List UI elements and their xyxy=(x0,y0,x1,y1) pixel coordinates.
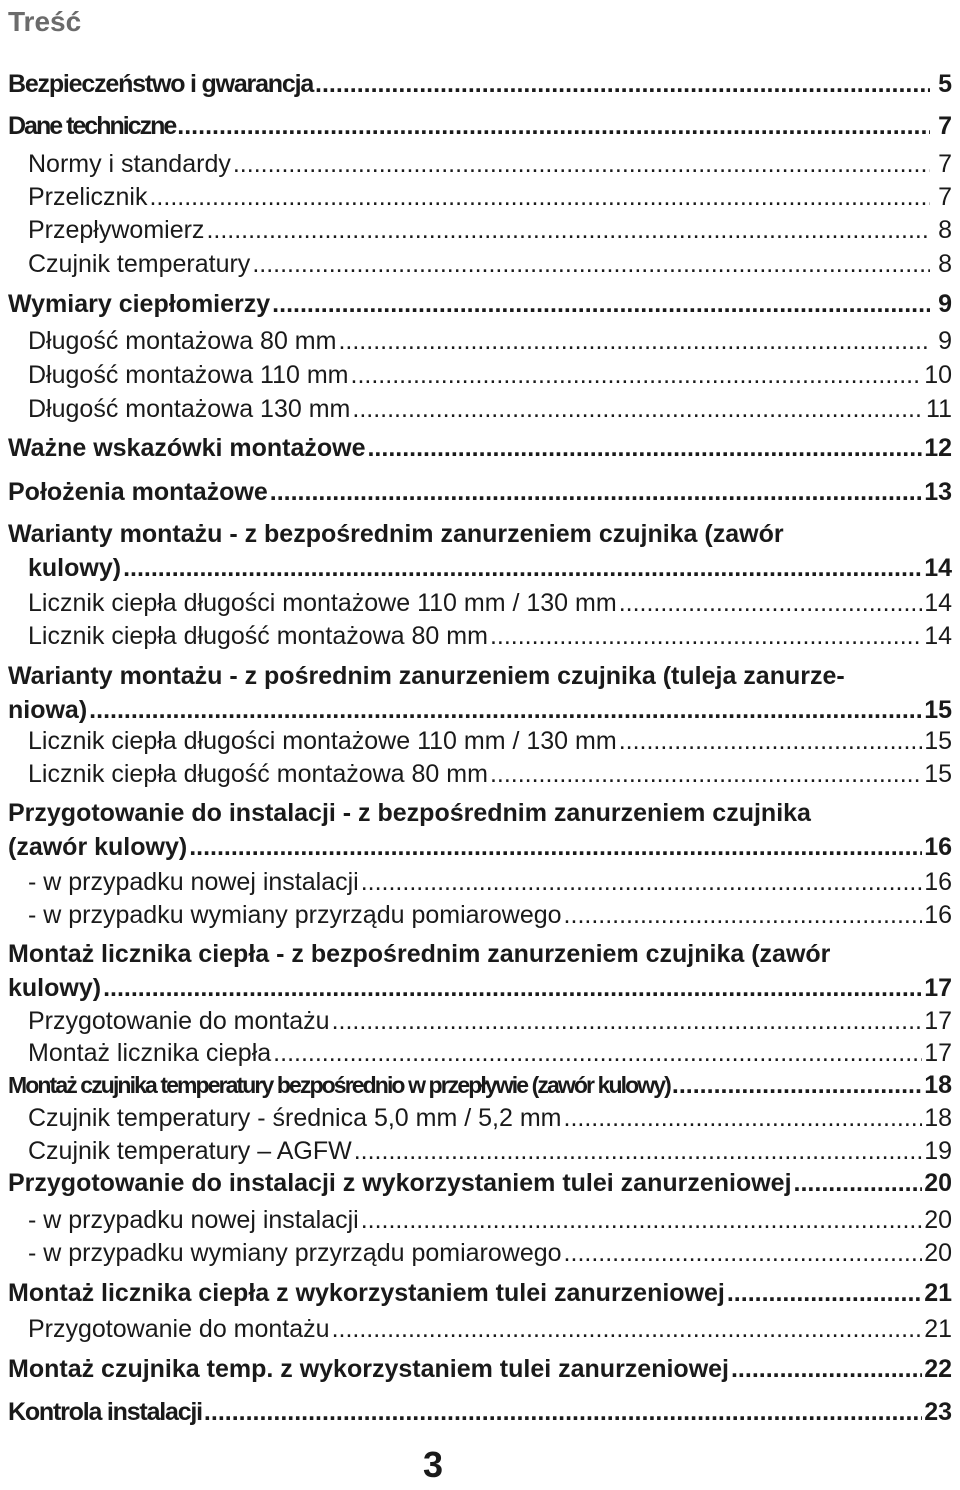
toc-entry[interactable] xyxy=(8,831,952,864)
toc-entry-page: 14 xyxy=(924,589,952,617)
toc-entry-label: - w przypadku wymiany przyrządu pomiarowego xyxy=(28,1239,562,1267)
toc-entry-page: 16 xyxy=(924,901,952,929)
toc-entry-label: Przygotowanie do instalacji z wykorzystaniem tulei zanurzeniowej xyxy=(8,1169,792,1197)
toc-entry-page: 20 xyxy=(924,1239,952,1267)
toc-entry[interactable] xyxy=(28,899,952,932)
toc-entry-line1: Warianty montażu - z bezpośrednim zanurzeniem czujnika (zawór xyxy=(8,520,784,548)
toc-entry-page: 7 xyxy=(938,112,952,140)
toc-entry[interactable] xyxy=(8,1167,952,1200)
toc-entry-label: Kontrola instalacji xyxy=(8,1398,202,1426)
toc-entry-page: 14 xyxy=(924,622,952,650)
toc-entry-label: Montaż licznika ciepła z wykorzystaniem tulei zanurzeniowej xyxy=(8,1279,725,1307)
toc-entry-page: 15 xyxy=(924,696,952,724)
toc-entry-page: 8 xyxy=(938,216,952,244)
toc-entry-page: 21 xyxy=(924,1279,952,1307)
toc-entry-page: 15 xyxy=(924,760,952,788)
page-title: Treść xyxy=(8,6,82,37)
toc-entry-page: 17 xyxy=(924,974,952,1002)
toc-entry[interactable] xyxy=(28,325,952,358)
toc-entry-label: (zawór kulowy) xyxy=(8,833,188,861)
toc-entry[interactable] xyxy=(8,694,952,727)
toc-entry-page: 9 xyxy=(938,290,952,318)
toc-entry[interactable] xyxy=(28,148,952,181)
toc-entry[interactable] xyxy=(28,1313,952,1346)
toc-entry-page: 10 xyxy=(924,361,952,389)
toc-entry-label: kulowy) xyxy=(8,974,102,1002)
toc-entry-label: Dane techniczne xyxy=(8,112,176,140)
toc-entry-label: Licznik ciepła długości montażowe 110 mm / 130 mm xyxy=(28,589,617,617)
toc-entry[interactable] xyxy=(28,1005,952,1038)
toc-entry-page: 5 xyxy=(938,70,952,98)
toc-entry-label: Bezpieczeństwo i gwarancja xyxy=(8,70,314,98)
toc-entry-label: Długość montażowa 110 mm xyxy=(28,361,349,389)
toc-entry-page: 21 xyxy=(924,1315,952,1343)
toc-entry-label: Przygotowanie do montażu xyxy=(28,1007,330,1035)
toc-entry[interactable] xyxy=(8,110,952,143)
toc-entry-label: Licznik ciepła długość montażowa 80 mm xyxy=(28,760,488,788)
toc-entry[interactable] xyxy=(28,248,952,281)
toc-entry-label: Czujnik temperatury – AGFW xyxy=(28,1137,352,1165)
toc-entry-page: 16 xyxy=(924,868,952,896)
toc-entry-page: 17 xyxy=(924,1039,952,1067)
toc-entry-label: Położenia montażowe xyxy=(8,478,268,506)
toc-entry-line1: Przygotowanie do instalacji - z bezpośrednim zanurzeniem czujnika xyxy=(8,799,811,827)
toc-entry-label: Licznik ciepła długości montażowe 110 mm / 130 mm xyxy=(28,727,617,755)
toc-entry[interactable] xyxy=(28,866,952,899)
toc-entry-page: 22 xyxy=(924,1355,952,1383)
toc-entry[interactable] xyxy=(8,1277,952,1310)
toc-entry-label: Przygotowanie do montażu xyxy=(28,1315,330,1343)
toc-entry[interactable] xyxy=(28,1237,952,1270)
toc-entry-page: 8 xyxy=(938,250,952,278)
toc-entry-page: 12 xyxy=(924,434,952,462)
toc-entry[interactable] xyxy=(28,620,952,653)
toc-entry-label: Wymiary ciepłomierzy xyxy=(8,290,271,318)
toc-entry-label: Montaż licznika ciepła xyxy=(28,1039,272,1067)
toc-entry[interactable] xyxy=(28,1037,952,1070)
toc-entry-label: Długość montażowa 130 mm xyxy=(28,395,351,423)
toc-entry[interactable] xyxy=(8,972,952,1005)
toc-entry[interactable] xyxy=(28,587,952,620)
toc-entry[interactable] xyxy=(8,432,952,465)
toc-entry[interactable] xyxy=(8,1396,952,1429)
toc-entry-page: 9 xyxy=(938,327,952,355)
toc-entry[interactable] xyxy=(28,725,952,758)
toc-entry[interactable] xyxy=(28,1204,952,1237)
toc-entry-page: 18 xyxy=(924,1104,952,1132)
toc-entry-label: Licznik ciepła długość montażowa 80 mm xyxy=(28,622,488,650)
toc-entry-label: Czujnik temperatury xyxy=(28,250,251,278)
toc-entry[interactable] xyxy=(28,1102,952,1135)
toc-entry[interactable] xyxy=(8,1069,952,1102)
toc-entry-page: 13 xyxy=(924,478,952,506)
toc-entry-page: 17 xyxy=(924,1007,952,1035)
toc-entry[interactable] xyxy=(8,1353,952,1386)
toc-entry-label: Długość montażowa 80 mm xyxy=(28,327,337,355)
toc-entry[interactable] xyxy=(28,552,952,585)
toc-entry-label: Przelicznik xyxy=(28,183,148,211)
toc-entry-page: 16 xyxy=(924,833,952,861)
toc-entry-label: Normy i standardy xyxy=(28,150,231,178)
toc-entry-page: 18 xyxy=(924,1071,952,1099)
toc-entry-page: 15 xyxy=(924,727,952,755)
toc-entry-label: - w przypadku nowej instalacji xyxy=(28,868,359,896)
page-number: 3 xyxy=(422,1444,444,1485)
toc-entry-label: Ważne wskazówki montażowe xyxy=(8,434,366,462)
toc-entry-page: 20 xyxy=(924,1169,952,1197)
toc-entry[interactable] xyxy=(28,214,952,247)
toc-entry-page: 7 xyxy=(938,150,952,178)
toc-entry-page: 7 xyxy=(938,183,952,211)
toc-entry[interactable] xyxy=(8,288,952,321)
toc-entry-page: 20 xyxy=(924,1206,952,1234)
toc-entry-label: kulowy) xyxy=(28,554,122,582)
toc-entry-label: niowa) xyxy=(8,696,88,724)
toc-entry-page: 19 xyxy=(924,1137,952,1165)
toc-entry[interactable] xyxy=(28,758,952,791)
toc-entry-label: - w przypadku nowej instalacji xyxy=(28,1206,359,1234)
toc-entry-page: 14 xyxy=(924,554,952,582)
toc-entry-page: 11 xyxy=(926,395,952,423)
toc-entry-label: Czujnik temperatury - średnica 5,0 mm / 5,2 mm xyxy=(28,1104,562,1132)
toc-entry[interactable] xyxy=(8,68,952,101)
toc-entry[interactable] xyxy=(28,393,952,426)
toc-entry-label: - w przypadku wymiany przyrządu pomiarowego xyxy=(28,901,562,929)
toc-entry[interactable] xyxy=(28,1135,952,1168)
toc-entry-line1: Montaż licznika ciepła - z bezpośrednim zanurzeniem czujnika (zawór xyxy=(8,940,831,968)
toc-entry-line1: Warianty montażu - z pośrednim zanurzeniem czujnika (tuleja zanurze- xyxy=(8,662,845,690)
toc-entry[interactable] xyxy=(8,476,952,509)
toc-entry[interactable] xyxy=(28,359,952,392)
toc-entry-page: 23 xyxy=(924,1398,952,1426)
toc-entry-label: Montaż czujnika temp. z wykorzystaniem tulei zanurzeniowej xyxy=(8,1355,729,1383)
toc-entry-label: Montaż czujnika temperatury bezpośrednio w przepływie (zawór kulowy) xyxy=(8,1072,670,1098)
toc-entry[interactable] xyxy=(28,181,952,214)
toc-entry-label: Przepływomierz xyxy=(28,216,205,244)
